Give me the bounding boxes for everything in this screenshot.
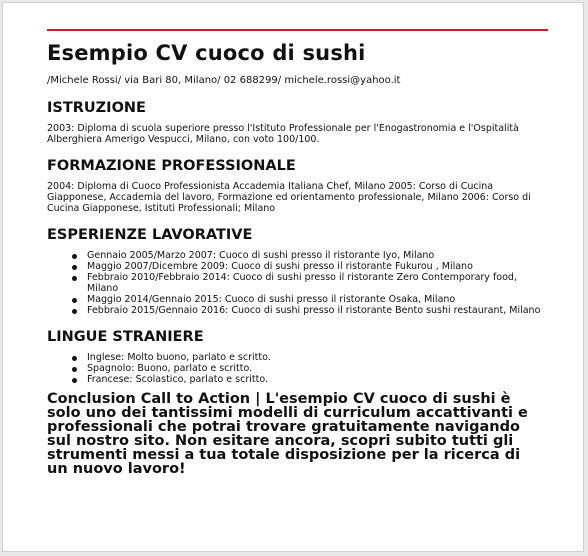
list-item: Spagnolo: Buono, parlato e scritto.: [87, 363, 547, 374]
formazione-text: 2004: Diploma di Cuoco Professionista Accademia Italiana Chef, Milano 2005: Corso di Cucina Giapponese, Accademia del lavoro, Formazione ed orientamento professionale, Milano 2006: Corso di Cucina Giapponese, Istituti Professionali; Milano: [47, 181, 531, 214]
header-divider: [47, 29, 548, 31]
list-item: Francese: Scolastico, parlato e scritto.: [87, 374, 547, 385]
cv-page: [2, 2, 584, 552]
list-item: Maggio 2014/Gennaio 2015: Cuoco di sushi presso il ristorante Osaka, Milano: [87, 294, 547, 305]
contact-line: /Michele Rossi/ via Bari 80, Milano/ 02 688299/ michele.rossi@yahoo.it: [47, 75, 401, 86]
section-heading-istruzione: ISTRUZIONE: [47, 100, 146, 116]
list-item: Febbraio 2010/Febbraio 2014: Cuoco di sushi presso il ristorante Zero Contemporary food, Milano: [87, 272, 547, 294]
cv-content: [47, 39, 547, 476]
list-item: Inglese: Molto buono, parlato e scritto.: [87, 352, 547, 363]
list-item: Febbraio 2015/Gennaio 2016: Cuoco di sushi presso il ristorante Bento sushi restaurant, Milano: [87, 305, 547, 316]
section-heading-lingue: LINGUE STRANIERE: [47, 329, 204, 345]
call-to-action: Conclusion Call to Action | L'esempio CV cuoco di sushi è solo uno dei tantissimi modelli di curriculum accattivanti e professionali che potrai trovare gratuitamente navigando sul nostro sito. Non esitare ancora, scopri subito tutti gli strumenti messi a tua totale disposizione per la ricerca di un nuovo lavoro!: [47, 391, 528, 477]
esperienze-list: [47, 250, 547, 316]
section-heading-esperienze: ESPERIENZE LAVORATIVE: [47, 227, 253, 243]
list-item: Maggio 2007/Dicembre 2009: Cuoco di sushi presso il ristorante Fukurou , Milano: [87, 261, 547, 272]
istruzione-text: 2003: Diploma di scuola superiore presso l'Istituto Professionale per l'Enogastronomia e l'Ospitalità Alberghiera Amerigo Vespucci, Milano, con voto 100/100.: [47, 123, 519, 145]
cv-title: Esempio CV cuoco di sushi: [47, 41, 366, 65]
section-heading-formazione: FORMAZIONE PROFESSIONALE: [47, 158, 296, 174]
lingue-list: [47, 352, 547, 385]
list-item: Gennaio 2005/Marzo 2007: Cuoco di sushi presso il ristorante Iyo, Milano: [87, 250, 547, 261]
